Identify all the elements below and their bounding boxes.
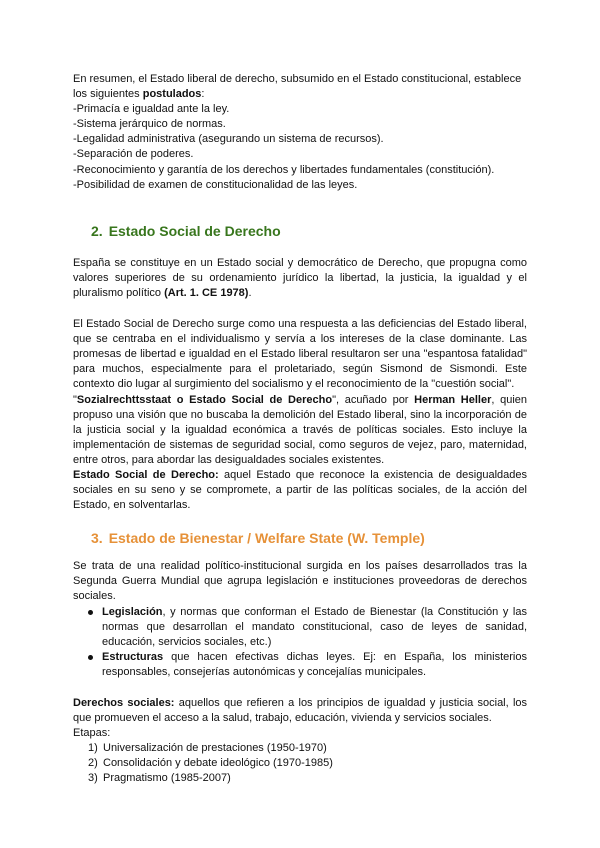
open-quote: ": [73, 393, 77, 406]
definition-text: aquel Estado que reconoce la existencia de desigualdades sociales en su seno y se compromete, a partir de las políticas sociales, de la acción del Estado, en solventarlas.: [73, 468, 528, 512]
stage-text: Pragmatismo (1985-2007): [103, 772, 231, 785]
section-3-paragraph-1: Se trata de una realidad político-institucional surgida en los países desarrollados tras la Segunda Guerra Mundial que agrupa legislación e instituciones proveedoras de derechos sociales.: [73, 560, 527, 603]
section-3-number: 3.: [91, 530, 103, 547]
bullet-text: , y normas que conforman el Estado de Bienestar (la Constitución y las normas que desarrollan el mandato constitucional, caso de leyes de sanidad, educación, servicios sociales, etc.): [102, 605, 527, 648]
section-2-paragraph-4: [73, 468, 527, 513]
page-content: [73, 72, 527, 787]
postulado-item: -Primacía e igualdad ante la ley.: [73, 103, 230, 116]
section-2-heading: [73, 222, 527, 240]
postulado-item: -Reconocimiento y garantía de los derechos y libertades fundamentales (constitución).: [73, 163, 495, 176]
section-2-p3-rest: , quien propuso una visión que no buscaba la demolición del Estado liberal, sino la incorporación de la justicia social y la igualdad económica a través de políticas sociales. Esto incluye la implementación de sistemas de seguridad social, como seguros de vejez, paro, maternidad, entre otros, para abordar las desigualdades sociales existentes.: [73, 393, 528, 466]
bullet-dot-icon: [88, 610, 93, 615]
stage-item: [73, 741, 527, 756]
section-3-title: Estado de Bienestar / Welfare State (W. Temple): [108, 530, 425, 547]
social-rights-text: aquellos que refieren a los principios de igualdad y justicia social, los que promueven el acceso a la salud, trabajo, educación, vivienda y servicios sociales.: [73, 697, 528, 725]
social-rights-paragraph: [73, 696, 527, 726]
postulado-item: -Separación de poderes.: [73, 148, 194, 161]
section-2-paragraph-2: El Estado Social de Derecho surge como una respuesta a las deficiencias del Estado liberal, que se centraba en el individualismo y servía a los intereses de la clase dominante. Las promesas de libertad e igualdad en el Estado liberal resultaron ser una "espantosa fatalidad" para muchos, especialmente para el proletariado, según Sismond de Sismondi. Este contexto dio lugar al surgimiento del socialismo y el reconocimiento de la "cuestión social".: [73, 318, 527, 391]
definition-term: Estado Social de Derecho:: [73, 468, 219, 481]
stage-number: 3): [88, 772, 98, 785]
bullet-item-estructuras: [73, 650, 527, 680]
social-rights-term: Derechos sociales:: [73, 697, 175, 709]
bullet-term: Estructuras: [102, 650, 164, 663]
postulado-item: -Sistema jerárquico de normas.: [73, 118, 226, 131]
stage-text: Universalización de prestaciones (1950-1970): [103, 742, 327, 755]
stage-item: [73, 756, 527, 771]
postulado-item: -Legalidad administrativa (asegurando un sistema de recursos).: [73, 133, 384, 146]
intro-line-2-text: los siguientes: [73, 88, 143, 101]
article-reference: (Art. 1. CE 1978): [164, 286, 249, 299]
stages-list: [73, 741, 527, 786]
section-2-number: 2.: [91, 222, 103, 239]
stage-text: Consolidación y debate ideológico (1970-1985): [103, 757, 333, 770]
intro-line-2: [73, 87, 527, 102]
sozialrechtsstaat-term: Sozialrechttsstaat o Estado Social de Derecho: [76, 393, 333, 406]
bullet-item-legislacion: [73, 605, 527, 650]
stage-number: 2): [88, 757, 98, 770]
herman-heller-name: Herman Heller: [414, 393, 492, 406]
section-2-p1-text: España se constituye en un Estado social y democrático de Derecho, que propugna como valores superiores de su ordenamiento jurídico la libertad, la justicia, la igualdad y el pluralismo político: [73, 256, 527, 299]
section-2-paragraph-1: [73, 256, 527, 301]
intro-line-1: En resumen, el Estado liberal de derecho, subsumido en el Estado constitucional, establece: [73, 73, 522, 85]
bullet-text: que hacen efectivas dichas leyes. Ej: en España, los ministerios responsables, consejerías autonómicas y concejalías municipales.: [102, 650, 527, 678]
postulado-item: -Posibilidad de examen de constitucionalidad de las leyes.: [73, 178, 358, 191]
stage-number: 1): [88, 742, 98, 755]
bullet-dot-icon: [88, 655, 93, 660]
section-3-heading: [73, 529, 527, 547]
section-2-paragraph-3: [73, 393, 527, 468]
section-2-p1-end: .: [248, 286, 252, 299]
section-2-title: Estado Social de Derecho: [108, 222, 281, 239]
section-3-bullet-list: [73, 605, 527, 680]
stage-item: [73, 771, 527, 786]
intro-line-2-colon: :: [201, 88, 205, 101]
bullet-term: Legislación: [102, 605, 163, 618]
stages-label: Etapas:: [73, 727, 111, 740]
postulados-bold: postulados: [142, 88, 202, 101]
section-2-p3-mid: ", acuñado por: [332, 393, 415, 406]
